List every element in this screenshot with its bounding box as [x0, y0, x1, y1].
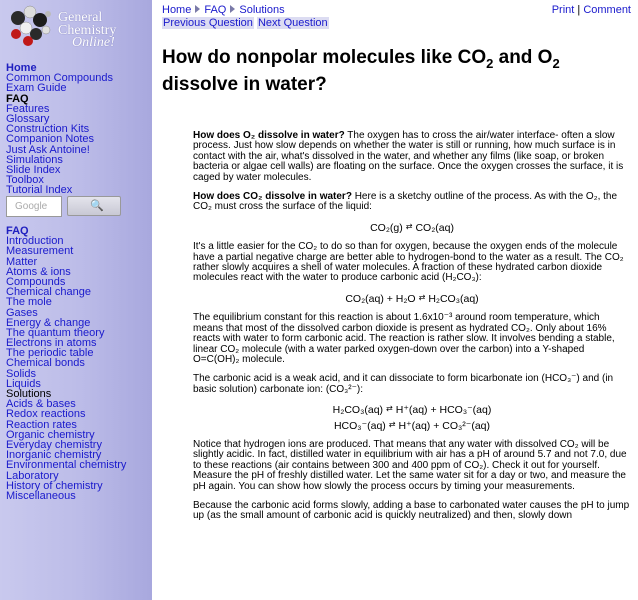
logo-text-general: General — [58, 10, 103, 25]
nav-link[interactable]: Reaction rates — [6, 418, 77, 431]
logo-text-online: Online! — [72, 35, 115, 50]
main-nav — [6, 63, 113, 195]
nav-current-label: FAQ — [6, 92, 29, 105]
nav-link[interactable]: Atoms & ions — [6, 265, 71, 278]
nav-link[interactable]: Chemical bonds — [6, 357, 85, 370]
search-icon: 🔍 — [90, 200, 104, 212]
nav-link[interactable]: Toolbox — [6, 174, 44, 187]
nav-link[interactable]: Organic chemistry — [6, 428, 95, 441]
title-text: dissolve in water? — [162, 74, 327, 95]
paragraph-equilibrium: The equilibrium constant for this reaction is about 1.6x10⁻³ around room temperature, which means that most of the dissolved carbon dioxide is present as hydrated CO₂. Only about 16% reacts with water to form carbonic acid. The reaction is rather slow. It involves bending a stable, linear CO₂ molecule (with a water parked oxygen-down over the carbon) into a Y-shaped O=C(OH)₂ molecule. — [193, 312, 615, 365]
next-question-link[interactable]: Next Question — [257, 17, 328, 29]
paragraph-co2 — [193, 192, 631, 213]
paragraph-base: Because the carbonic acid forms slowly, adding a base to carbonated water causes the pH to jump up (as the small amount of carbonic acid is quickly neutralized) and then, slowly down — [193, 499, 630, 522]
title-text: How do nonpolar molecules like CO — [162, 47, 487, 68]
paragraph-o2 — [193, 131, 631, 183]
equilibrium-arrow-icon: ⇄ — [388, 419, 396, 429]
equation-left: HCO₃⁻(aq) — [333, 419, 386, 432]
breadcrumb-faq[interactable]: FAQ — [204, 4, 227, 16]
nav-link[interactable]: Compounds — [6, 275, 66, 288]
nav-link[interactable]: History of chemistry — [6, 479, 103, 492]
nav-link[interactable]: Chemical change — [6, 286, 91, 299]
nav-link[interactable]: Construction Kits — [6, 123, 90, 136]
nav-item-tutorial-index[interactable] — [6, 185, 113, 195]
page-title — [162, 44, 622, 98]
link-separator: | — [577, 4, 581, 16]
nav-link[interactable]: Matter — [6, 255, 38, 268]
equilibrium-arrow-icon: ⇄ — [386, 404, 393, 414]
print-comment-links — [552, 4, 631, 16]
paragraph-text: Here is a sketchy outline of the process. As with the O₂, the CO₂ must cross the surface of the liquid: — [193, 191, 618, 213]
breadcrumb-home[interactable]: Home — [162, 4, 192, 16]
title-subscript: 2 — [552, 55, 560, 71]
sidebar — [0, 0, 152, 600]
question-o2: How does O₂ dissolve in water? — [193, 130, 345, 141]
nav-link[interactable]: Exam Guide — [6, 82, 67, 95]
article-body — [193, 131, 631, 531]
nav-link[interactable]: Simulations — [6, 153, 63, 166]
logo[interactable] — [6, 4, 126, 52]
equilibrium-arrow-icon: ⇄ — [405, 221, 413, 231]
title-subscript: 2 — [486, 55, 494, 71]
paragraph-weak-acid: The carbonic acid is a weak acid, and it can dissociate to form bicarbonate ion (HCO₃⁻) and (in basic solution) carbonate ion: (CO₃²⁻): — [193, 373, 614, 395]
nav-link[interactable]: Electrons in atoms — [6, 337, 97, 350]
paragraph-hydration: It's a little easier for the CO₂ to do so than for oxygen, because the oxygen ends of the molecule have a partial negative charge are better able to hydrogen-bond to the water as a result. The CO₂ rather slowly acquires a shell of water molecules. A fraction of these hydrated carbon dioxide molecules react with the water to produce carbonic acid (H₂CO₃): — [193, 241, 624, 284]
arrow-right-icon — [230, 5, 235, 13]
nav-link[interactable]: Companion Notes — [6, 133, 95, 146]
equation-right: H⁺(aq) + HCO₃⁻(aq) — [395, 404, 492, 417]
search-placeholder: Google — [15, 201, 48, 212]
equation-right: H₂CO₃(aq) — [428, 292, 479, 305]
nav-link[interactable]: Miscellaneous — [6, 489, 76, 502]
question-co2: How does CO₂ dissolve in water? — [193, 191, 352, 203]
nav-link[interactable]: Acids & bases — [6, 398, 76, 411]
nav-link[interactable]: Introduction — [6, 235, 64, 248]
nav-link[interactable]: The quantum theory — [6, 326, 105, 339]
equation-carbonic-acid — [193, 293, 631, 304]
nav-link[interactable]: Just Ask Antoine! — [6, 143, 90, 156]
faq-nav — [6, 226, 126, 501]
equilibrium-arrow-icon: ⇄ — [418, 292, 426, 302]
nav-link[interactable]: Environmental chemistry — [6, 459, 127, 472]
paragraph-acidic-water: Notice that hydrogen ions are produced. That means that any water with dissolved CO₂ will be slightly acidic. In fact, distilled water in equilibrium with air has a pH of around 5.7 and not 7.0, due to these reactions (air contains between 300 and 400 ppm of CO₂). Check it out for yourself. Measure the pH of freshly distilled water. Let the same water sit for a day or two, and measure the pH again. You can show how slowly the process occurs by timing your measurements. — [193, 438, 627, 492]
arrow-right-icon — [195, 5, 200, 13]
nav-link[interactable]: Everyday chemistry — [6, 438, 102, 451]
nav-link[interactable]: The periodic table — [6, 347, 94, 360]
nav-link[interactable]: Features — [6, 102, 50, 115]
search-input[interactable] — [6, 196, 62, 217]
breadcrumb-solutions[interactable]: Solutions — [239, 4, 285, 16]
nav-link[interactable]: Common Compounds — [6, 72, 113, 85]
previous-question-link[interactable]: Previous Question — [163, 17, 253, 29]
print-link[interactable]: Print — [551, 4, 575, 16]
nav-link[interactable]: FAQ — [6, 225, 29, 237]
equation-right: CO₂(aq) — [415, 221, 454, 234]
equation-left: CO₂(g) — [370, 221, 403, 234]
nav-link[interactable]: Home — [6, 62, 37, 74]
title-text: and O — [493, 47, 553, 68]
nav-link[interactable]: Energy & change — [6, 316, 91, 329]
equation-co2-dissolve — [193, 222, 631, 233]
nav-link[interactable]: Redox reactions — [6, 408, 86, 421]
nav-item-miscellaneous[interactable] — [6, 491, 126, 501]
equation-dissociation — [193, 404, 631, 431]
equation-left: CO₂(aq) + H₂O — [345, 292, 416, 305]
nav-link[interactable]: Laboratory — [6, 469, 59, 482]
nav-link[interactable]: Gases — [6, 306, 38, 319]
nav-current-label: Solutions — [6, 388, 52, 400]
nav-link[interactable]: Liquids — [6, 377, 41, 390]
nav-link[interactable]: Slide Index — [6, 163, 61, 176]
nav-link[interactable]: Measurement — [6, 245, 74, 258]
nav-link[interactable]: Glossary — [6, 112, 50, 125]
equation-right: H⁺(aq) + CO₃²⁻(aq) — [398, 419, 491, 432]
nav-link[interactable]: Inorganic chemistry — [6, 449, 102, 462]
logo-text-chemistry: Chemistry — [58, 23, 117, 38]
paragraph-text: The oxygen has to cross the air/water interface- often a slow process. Just how slow depends on whether the water is still or running, how much surface is in contact with the air, what's dissolved in the water, and whether any films (like soap, or broken bacteria or algae cell walls) are floating on the surface. Once the oxygen crosses the surface, it is caged by water molecules. — [193, 130, 624, 183]
nav-link[interactable]: Tutorial Index — [6, 184, 73, 197]
breadcrumb — [162, 4, 329, 29]
search-button[interactable] — [67, 196, 121, 216]
nav-link[interactable]: The mole — [6, 296, 52, 309]
nav-link[interactable]: Solids — [6, 367, 36, 380]
comment-link[interactable]: Comment — [583, 4, 631, 16]
molecule-logo-icon — [6, 4, 56, 48]
equation-left: H₂CO₃(aq) — [332, 404, 384, 417]
